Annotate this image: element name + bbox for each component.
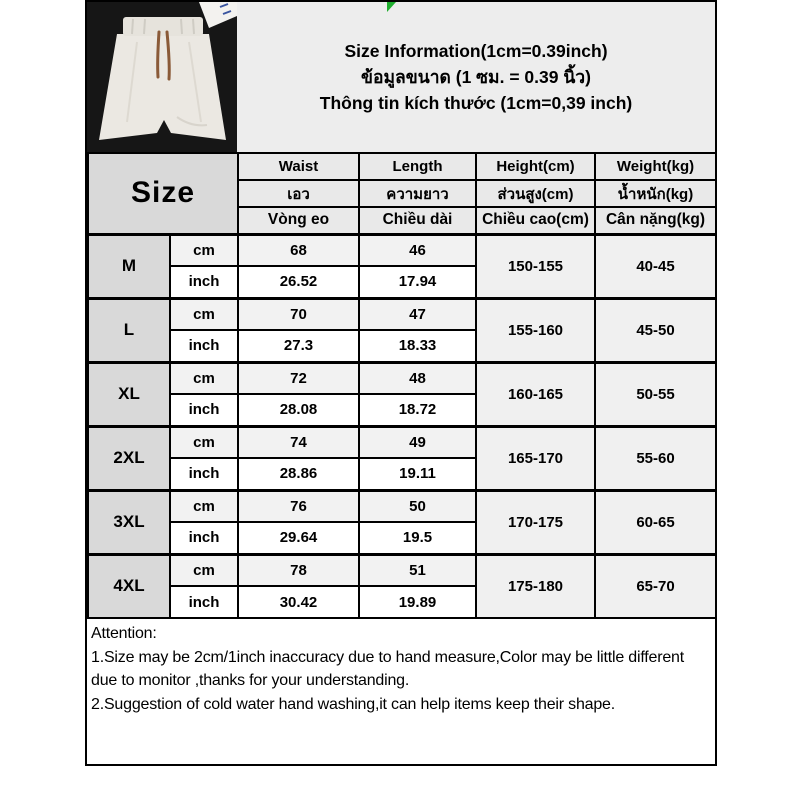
size-cell: 3XL — [88, 490, 170, 554]
col-height-vi: Chiều cao(cm) — [476, 207, 595, 234]
waist-inch-value: 29.64 — [238, 522, 359, 554]
title-block — [237, 2, 715, 152]
col-length-vi: Chiều dài — [359, 207, 476, 234]
col-weight-th: น้ำหนัก(kg) — [595, 180, 716, 207]
length-inch-value: 18.72 — [359, 394, 476, 426]
unit-inch-cell: inch — [170, 266, 238, 298]
size-cell: XL — [88, 362, 170, 426]
shorts-illustration — [87, 2, 237, 152]
col-height-th: ส่วนสูง(cm) — [476, 180, 595, 207]
height-range-value: 175-180 — [476, 554, 595, 618]
waist-inch-value: 28.08 — [238, 394, 359, 426]
unit-inch-cell: inch — [170, 586, 238, 618]
size-cell: 4XL — [88, 554, 170, 618]
size-row-group-xl — [88, 362, 716, 426]
unit-inch-cell: inch — [170, 458, 238, 490]
note-line-2: 2.Suggestion of cold water hand washing,it can help items keep their shape. — [91, 695, 616, 713]
waist-inch-value: 30.42 — [238, 586, 359, 618]
size-cell: 2XL — [88, 426, 170, 490]
size-chart-panel — [85, 0, 717, 766]
length-cm-value: 48 — [359, 362, 476, 394]
product-photo — [87, 2, 237, 152]
unit-inch-cell: inch — [170, 522, 238, 554]
weight-range-value: 65-70 — [595, 554, 716, 618]
col-waist-vi: Vòng eo — [238, 207, 359, 234]
waist-inch-value: 28.86 — [238, 458, 359, 490]
length-inch-value: 19.5 — [359, 522, 476, 554]
length-inch-value: 19.11 — [359, 458, 476, 490]
col-waist-en: Waist — [238, 153, 359, 180]
size-table — [87, 152, 717, 619]
unit-cm-cell: cm — [170, 362, 238, 394]
size-table-header — [88, 153, 716, 234]
size-row-group-m — [88, 234, 716, 298]
size-row-group-2xl — [88, 426, 716, 490]
unit-cm-cell: cm — [170, 490, 238, 522]
height-range-value: 155-160 — [476, 298, 595, 362]
weight-range-value: 55-60 — [595, 426, 716, 490]
size-row-group-l — [88, 298, 716, 362]
col-length-en: Length — [359, 153, 476, 180]
length-inch-value: 18.33 — [359, 330, 476, 362]
attention-note — [87, 619, 715, 764]
title-thai: ข้อมูลขนาด (1 ซม. = 0.39 นิ้ว) — [361, 66, 591, 87]
length-cm-value: 50 — [359, 490, 476, 522]
length-cm-value: 49 — [359, 426, 476, 458]
height-range-value: 160-165 — [476, 362, 595, 426]
weight-range-value: 45-50 — [595, 298, 716, 362]
weight-range-value: 50-55 — [595, 362, 716, 426]
length-inch-value: 17.94 — [359, 266, 476, 298]
length-cm-value: 46 — [359, 234, 476, 266]
note-heading: Attention: — [91, 625, 157, 642]
unit-cm-cell: cm — [170, 234, 238, 266]
waist-cm-value: 70 — [238, 298, 359, 330]
title-vietnamese: Thông tin kích thước (1cm=0,39 inch) — [319, 92, 633, 113]
length-inch-value: 19.89 — [359, 586, 476, 618]
size-header-cell: Size — [88, 153, 238, 234]
col-length-th: ความยาว — [359, 180, 476, 207]
col-waist-th: เอว — [238, 180, 359, 207]
unit-cm-cell: cm — [170, 554, 238, 586]
col-height-en: Height(cm) — [476, 153, 595, 180]
col-weight-vi: Cân nặng(kg) — [595, 207, 716, 234]
waist-cm-value: 78 — [238, 554, 359, 586]
title-english: Size Information(1cm=0.39inch) — [344, 40, 608, 61]
height-range-value: 170-175 — [476, 490, 595, 554]
size-row-group-3xl — [88, 490, 716, 554]
col-weight-en: Weight(kg) — [595, 153, 716, 180]
length-cm-value: 47 — [359, 298, 476, 330]
waist-cm-value: 72 — [238, 362, 359, 394]
unit-inch-cell: inch — [170, 330, 238, 362]
waist-cm-value: 68 — [238, 234, 359, 266]
waist-inch-value: 26.52 — [238, 266, 359, 298]
waist-cm-value: 76 — [238, 490, 359, 522]
size-cell: M — [88, 234, 170, 298]
waist-inch-value: 27.3 — [238, 330, 359, 362]
weight-range-value: 40-45 — [595, 234, 716, 298]
chart-header — [87, 2, 715, 152]
height-range-value: 165-170 — [476, 426, 595, 490]
size-row-group-4xl — [88, 554, 716, 618]
length-cm-value: 51 — [359, 554, 476, 586]
unit-cm-cell: cm — [170, 298, 238, 330]
waist-cm-value: 74 — [238, 426, 359, 458]
green-corner-artifact — [387, 2, 396, 12]
weight-range-value: 60-65 — [595, 490, 716, 554]
height-range-value: 150-155 — [476, 234, 595, 298]
unit-inch-cell: inch — [170, 394, 238, 426]
unit-cm-cell: cm — [170, 426, 238, 458]
note-line-1: 1.Size may be 2cm/1inch inaccuracy due to hand measure,Color may be little different due to monitor ,thanks for your understanding. — [91, 648, 684, 689]
size-cell: L — [88, 298, 170, 362]
